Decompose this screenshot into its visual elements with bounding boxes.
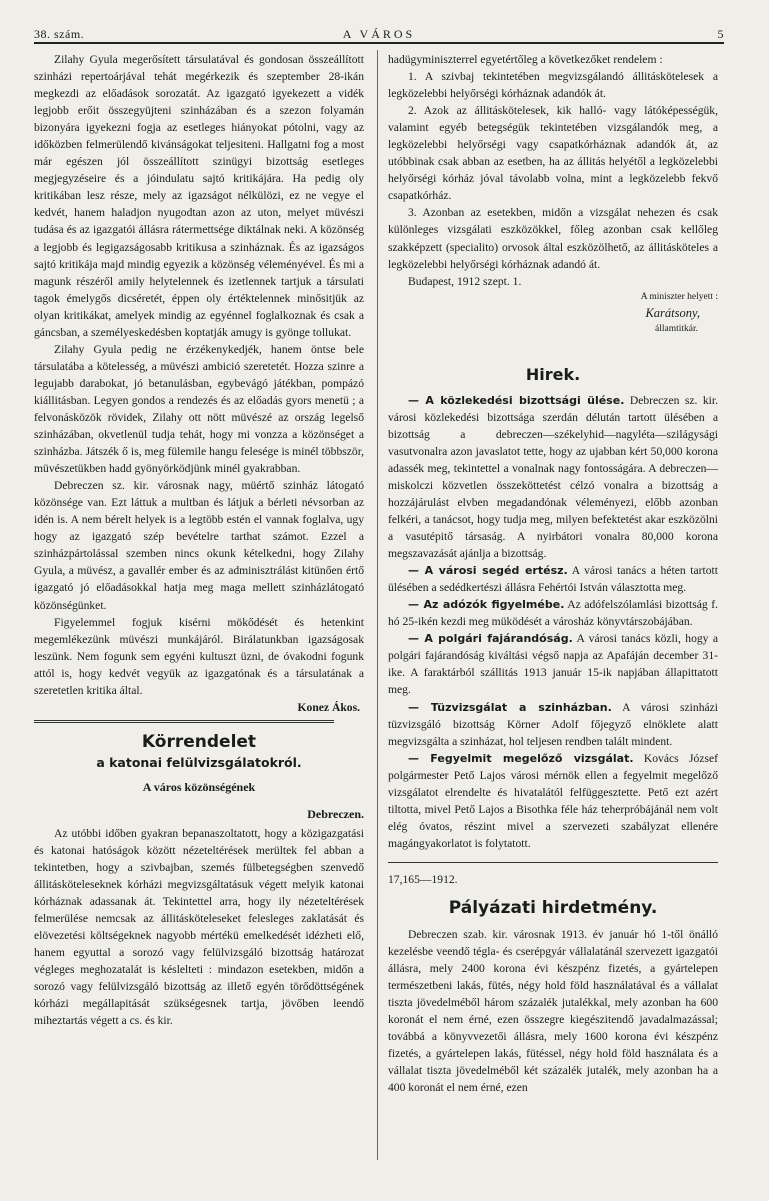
palyazat-title: Pályázati hirdetmény. bbox=[448, 897, 658, 918]
decree-item-3: 3. Azonban az esetekben, midőn a vizsgálat nehezen és csak különleges vizsgálati eszközökkel, főleg azonban csak kellőleg szakképzett (specialito) orvosok által eszközölhető, az állitásköteles a legközelebbi helyőrségi kórháznak adandó át. bbox=[388, 206, 718, 271]
decree-item-2: 2. Azok az állitáskötelesek, kik halló- vagy látóképességük, valamint egyéb betegségük tekintetében vizsgálandók meg, a legközelebbi helyőrségi vagy csapatkórháznak adandók át, az utóbbinak csak abban az esetben, ha az állitás helyétől a legközelebbi helyőrségi kórház jóval távolabb volna, mint a legközelebb fekvő csapatkórház. bbox=[388, 104, 718, 203]
newspaper-title: A VÁROS bbox=[342, 27, 416, 41]
news-item-text: Kovács József polgármester Pető Lajos városi mérnök ellen a fegyelmit megelőző vizsgálatot elrendelte és hivatalától felfüggesztette. Pető ezt azért tiltotta, mivel Pető Lajos a Bisothka féle ház teherpróbájánál nem volt elég óvatos, részint mivel a szervezeti szabályzat ellenére magángyakorlatot is folytatott. bbox=[388, 751, 718, 850]
news-item-title: — Fegyelmit megelőző vizsgálat. bbox=[408, 751, 634, 765]
korrendelet-body: Az utóbbi időben gyakran bepanaszoltatott, hogy a közigazgatási és katonai hatóságok között nézeteltérések merültek fel abban a tekintetben, hogy a szivbajban, szemés fülbetegségben szenvedő állitásköteleseknek kórházi megvizsgáltatásuk végett melyik katonai kórháznak adassanak át. Tekintettel arra, hogy ily nézeteltérések felmerülése nemcsak az állitásköteleseket felesleges zaklatását és elövezetési költségeknek nagyobb mértékü emelkedését idézheti elő, hanem egyuttal a sorozó vagy felülvizsgáló bizottság határozat végleges meghozatalát is késlelteti : mindazon esetekben, midőn a sorozó vagy felülvizsgáló bizottság az illető egyén törődöttségének kórházi megállapitását szükségesnek tartja, jövőben leendő miheztartás végett a cs. és kir. bbox=[34, 826, 364, 1028]
theater-paragraph-3: Debreczen sz. kir. városnak nagy, müértő szinház látogató közönsége van. Ezt láttuk a multban és látjuk a bérleti névsorban az idén is. A nem bérelt helyek is a legtöbb estén el vannak foglalva, ugy hogy az igazgató szép bevételre tarthat számot. Ezzel a szinházpártolással szemben nincs okunk kételkedni, hogy Zilahy Gyula, a müvész, a gavallér ember és az adminisztrálást kitünően értő igazgató jó előadásokkal hatja meg maga mellett szinházlátogató közönségünket. bbox=[34, 479, 364, 612]
news-item-text: Az adófelszólamlási bizottság f. hó 25-ikén kezdi meg müködését a városház könyvtárszobájában. bbox=[388, 598, 718, 629]
decree-date: Budapest, 1912 szept. 1. bbox=[408, 274, 522, 288]
header-rule bbox=[34, 42, 724, 44]
minister-note: A miniszter helyett : bbox=[640, 291, 718, 302]
minister-title: államtitkár. bbox=[654, 323, 698, 334]
page-header bbox=[34, 27, 724, 43]
news-item-title: — A városi segéd ertész. bbox=[408, 564, 568, 578]
column-divider bbox=[377, 50, 378, 1160]
news-item-text: A városi szinházi tüzvizsgáló bizottság Körner Adolf főjegyző elnöklete alatt megvizsgálta a szinházat, hol teljesen rendben talált mindent. bbox=[388, 700, 718, 748]
issue-number: 38. szám. bbox=[34, 27, 85, 41]
news-item-title: — A közlekedési bizottsági ülése. bbox=[408, 393, 625, 407]
news-item bbox=[388, 630, 718, 698]
news-section-title: Hirek. bbox=[525, 364, 581, 384]
news-item-title: — Az adózók figyelmébe. bbox=[408, 598, 565, 612]
news-item-text: Debreczen sz. kir. városi közlekedési bizottsága szerdán délután tartott ülésében a bizottság a debreczen—székelyhid—nagyléta—szilágysági vasutvonalra azon javaslatot tette, hogy az ujabban kért 50,000 korona adassék meg, tekintettel a vonalnak nagy fontosságára. A debreczen—miskolczi közvetlen összeköttetést célzó vonalra a bizottság a hozzájárulást elvben megadandónak véleményezi, előbb azonban felkéri, a tanácsot, hogy tudja meg, milyen befektetést akar eszközölni a vasutépitő társaság. A nyirbátori vonalra 80,000 korona megszavazását ajánlja a bizottság. bbox=[388, 393, 718, 561]
right-column bbox=[388, 51, 718, 1096]
korrendelet-title: Körrendelet bbox=[141, 731, 257, 752]
decree-item-1: 1. A szivbaj tekintetében megvizsgálandó állitáskötelesek a legközelebbi helyőrségi kórháznak adandók át. bbox=[388, 70, 718, 101]
news-item bbox=[388, 750, 718, 852]
left-column bbox=[34, 51, 364, 1029]
theater-paragraph-2: Zilahy Gyula pedig ne érzékenykedjék, hanem öntse bele társulatába a kötelesség, a müvészi ambició szeretetét. Hozza szinre a legujabb darabokat, jó betanulásban, egybevágó játékban, pompázó kiállitásban. Legyen gondos a rendezés és az előadás gyors menetü ; a felvonásközök rövidek, Zilahy ott nött müvészé az ország legelső szinházában, okvetlenül tudja tehát, hogy mi vonzza a közönséget a szinházba. Játszék ő is, meg fülemile hangu felesége is minél többször, müvészetükben hadd gyönyörködjünk minél gyakrabban. bbox=[34, 342, 364, 476]
theater-paragraph-4: Figyelemmel fogjuk kisérni mökődését és hetenkint megemlékezünk müvészi munkájáról. Birálatunkban igazságosak leszünk. Nem fogunk sem egyéni kultuszt üzni, de óvakodni fogunk attól is, hogy kedvét vegyük az igazgatónak és a társulatának a szeretetlen kritika által. bbox=[34, 615, 364, 697]
page-number: 5 bbox=[717, 27, 724, 41]
palyazat-text: Debreczen szab. kir. városnak 1913. év január hó 1-től önálló kezelésbe veendő tégla- és cserépgyár vállalatánál szervezett igazgatói állásra, mely 2400 korona évi készpénz fizetés, a gyártelepen természetbeni lakás, fütés, négy hold föld használatával és a vállalat tiszta jövedelméből három százalék jutalékkal, mely azonban ha 600 koronát el nem érné, ezen összegre kiegészitendő javadalmazással; továbbá a könyvvezetői állásra, mely 1600 korona évi készpénz fizetés, a gyártelepen lakás, fütéssel, négy hold föld használata és a vállalat tiszta jövedelméből két százalék jutalék, mely azonban ha a 400 koronát el nem érné, ezen bbox=[388, 927, 718, 1095]
korrendelet-city: Debreczen. bbox=[307, 806, 364, 821]
news-item bbox=[388, 596, 718, 630]
news-item-text: A városi tanács a héten tartott ülésében a sedédkertészi állásra Fehértói István választotta meg. bbox=[388, 564, 718, 595]
korrendelet-subtitle: a katonai felülvizsgálatokról. bbox=[96, 754, 302, 770]
korrendelet-address: A város közönségének bbox=[142, 779, 256, 794]
palyazat-number: 17,165—1912. bbox=[388, 872, 458, 886]
theater-paragraph-1: Zilahy Gyula megerősített társulatával és gondosan összeállított szinházi repertoárjával tehát megérkezik és szeptember 28-ikán megkezdi az előadások sorozatát. Az igazgató igyekezett a vidék legjobb erőit összegyüjteni szinházában és a szezon folyamán bizonyára igyekezni fogja az esetleges hiányokat pótolni, vagy az időközben felmerülendő kivánságokat teljesiteni. Hallgatni fog a most már egészen jól összeállított szinügyi bizottság esetleges megjegyzéseire és a jóindulatu sajtó kritikájára. Ha pedig oly kritikában lesz része, mely az igazságot nélkülözi, ez ne vegye el kedvét, hanem haladjon nyugodtan azon az uton, melyet müvészi tudása és az igazgatói állásra rátermettsége diktálnak neki. A közönség a legjobb és legigazságosabb kritikusa a szinháznak. És az igazságos sajtó kritikája majd mindig egyezik a közönség véleményével. És mi a magunk részéről amily helytelennek és izetlennek tartjuk a társulati tagok émelygős dicséretét, éppen oly értéktelennek minősitjük az olyan kritikákat, amelyek mindig az egyénnel foglalkoznak és csak a gáncsban, a személyeskedésben koptatják amugy is gyönge tollukat. bbox=[34, 53, 364, 339]
minister-name: Karátsony, bbox=[645, 305, 700, 320]
section-rule bbox=[34, 720, 334, 723]
news-item-title: — A polgári fajárandóság. bbox=[408, 632, 573, 646]
news-item bbox=[388, 562, 718, 596]
news-item bbox=[388, 392, 718, 562]
news-item bbox=[388, 699, 718, 750]
news-item-title: — Tüzvizsgálat a szinházban. bbox=[408, 700, 612, 714]
article-signature: Konez Ákos. bbox=[297, 700, 360, 714]
news-item-text: A városi tanács közli, hogy a polgári fajárandóság kiváltási végső napja az Apafáján december 31-ike. A faraktárból szállitás 1913 január 15-ik napjában állapittatott meg. bbox=[388, 632, 719, 697]
decree-intro: hadügyminiszterrel egyetértőleg a következőket rendelem : bbox=[388, 53, 663, 66]
section-rule bbox=[388, 862, 718, 863]
